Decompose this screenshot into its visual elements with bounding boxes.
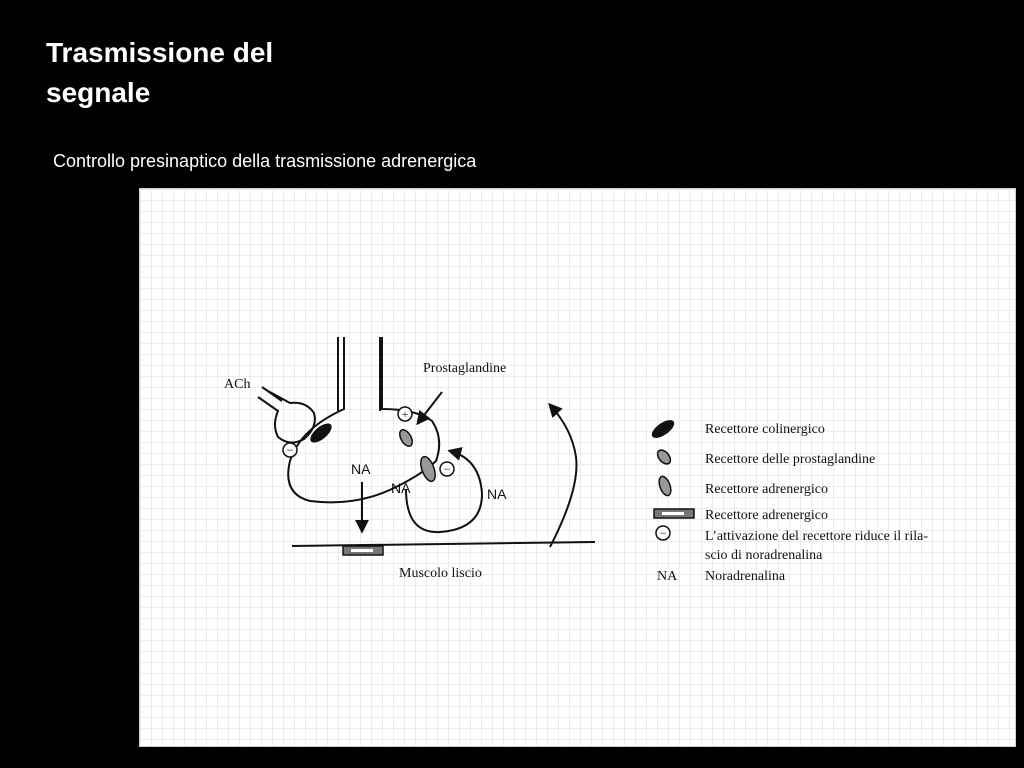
legend-item-5-line1: L’attivazione del recettore riduce il rila- bbox=[705, 529, 928, 544]
legend-item-1: Recettore colinergico bbox=[705, 422, 825, 437]
slide-subtitle: Controllo presinaptico della trasmissione adrenergica bbox=[53, 151, 477, 171]
minus-sign-1: − bbox=[286, 443, 294, 457]
postsynaptic-receptor-icon-highlight bbox=[662, 512, 684, 515]
legend-na-symbol: NA bbox=[657, 569, 678, 584]
na-cleft-label: NA bbox=[391, 480, 411, 496]
legend-minus-sign: − bbox=[659, 526, 667, 540]
na-feedback-label: NA bbox=[487, 486, 507, 502]
cholinergic-receptor-icon bbox=[307, 420, 335, 446]
legend-item-2: Recettore delle prostaglandine bbox=[705, 452, 876, 467]
legend bbox=[649, 417, 928, 584]
minus-sign-2: − bbox=[443, 462, 451, 476]
cholinergic-axon bbox=[262, 387, 282, 401]
adrenergic-receptor-icon bbox=[657, 475, 673, 497]
prostaglandin-arrow bbox=[418, 392, 442, 423]
slide-title-line-2: segnale bbox=[46, 77, 151, 108]
smooth-muscle-line bbox=[292, 542, 595, 546]
legend-item-6: Noradrenalina bbox=[705, 569, 786, 584]
prostaglandine-label: Prostaglandine bbox=[423, 361, 507, 376]
slide-title bbox=[46, 33, 366, 113]
prostaglandin-receptor-icon bbox=[655, 448, 673, 467]
synapse-diagram bbox=[140, 189, 1017, 748]
long-curved-arrow bbox=[550, 405, 576, 547]
legend-item-5-line2: scio di noradrenalina bbox=[705, 548, 823, 563]
ach-label: ACh bbox=[224, 377, 251, 392]
plus-sign: + bbox=[401, 407, 409, 421]
presynaptic-terminal-outline bbox=[288, 337, 439, 502]
postsynaptic-receptor-highlight bbox=[351, 549, 373, 552]
cholinergic-receptor-icon bbox=[649, 417, 677, 442]
prostaglandin-receptor-icon bbox=[397, 428, 415, 449]
slide-title-line-1: Trasmissione del bbox=[46, 37, 274, 68]
diagram-panel bbox=[139, 188, 1016, 747]
legend-item-4: Recettore adrenergico bbox=[705, 508, 828, 523]
adrenergic-receptor-icon bbox=[418, 455, 438, 484]
legend-item-3: Recettore adrenergico bbox=[705, 482, 828, 497]
na-vesicle-label: NA bbox=[351, 461, 371, 477]
muscolo-liscio-label: Muscolo liscio bbox=[399, 566, 482, 581]
